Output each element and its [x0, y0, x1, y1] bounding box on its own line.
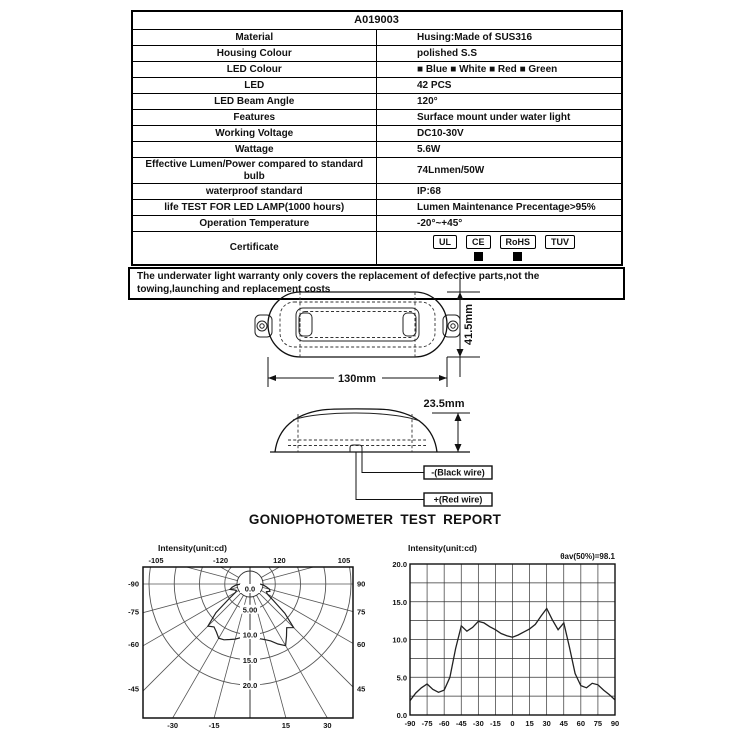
- svg-text:-120: -120: [213, 556, 229, 565]
- svg-text:30: 30: [323, 721, 332, 730]
- svg-text:0.0: 0.0: [244, 584, 256, 594]
- svg-text:-60: -60: [438, 719, 450, 728]
- svg-text:-15: -15: [489, 719, 501, 728]
- certificate-badge-ul: [433, 235, 457, 261]
- spec-label: Housing Colour: [132, 46, 377, 62]
- spec-row: [132, 62, 622, 78]
- svg-text:Intensity(unit:cd): Intensity(unit:cd): [158, 543, 227, 553]
- spec-value: Surface mount under water light: [377, 110, 622, 126]
- spec-label: life TEST FOR LED LAMP(1000 hours): [132, 200, 377, 216]
- svg-text:-105: -105: [148, 556, 164, 565]
- certificate-badge-rohs: [500, 235, 537, 261]
- report-title: GONIOPHOTOMETER TEST REPORT: [248, 512, 502, 527]
- svg-text:30: 30: [542, 719, 551, 728]
- spec-value: -20°~+45°: [377, 216, 622, 232]
- spec-row: [132, 216, 622, 232]
- checked-square-icon: [474, 252, 483, 261]
- spec-value: 74Lnmen/50W: [377, 158, 622, 184]
- goniophotometer-polar-chart: [100, 540, 395, 740]
- spec-row: [132, 158, 622, 184]
- spec-label: Wattage: [132, 142, 377, 158]
- spec-value: 42 PCS: [377, 78, 622, 94]
- spec-row: [132, 184, 622, 200]
- spec-row: [132, 110, 622, 126]
- svg-text:75: 75: [593, 719, 603, 728]
- spec-row: [132, 30, 622, 46]
- spec-table: [131, 10, 623, 266]
- spec-sheet: [128, 10, 625, 300]
- svg-text:120: 120: [273, 556, 286, 565]
- spec-row: [132, 78, 622, 94]
- svg-text:105: 105: [337, 556, 351, 565]
- gasket-outline: [280, 302, 435, 347]
- wire-gland: [350, 445, 362, 452]
- depth-dimension-label: 23.5mm: [423, 398, 465, 410]
- svg-text:-90: -90: [404, 719, 416, 728]
- svg-text:60: 60: [576, 719, 586, 728]
- svg-text:90: 90: [357, 579, 366, 589]
- spec-row: [132, 200, 622, 216]
- svg-text:5.00: 5.00: [242, 605, 258, 615]
- svg-text:-15: -15: [208, 721, 220, 730]
- svg-text:10.0: 10.0: [392, 635, 407, 645]
- badge-spacer: [441, 252, 450, 261]
- warranty-note: The underwater light warranty only covers the replacement of defective parts,not the towing,launching and replacement costs: [128, 267, 625, 300]
- svg-text:45: 45: [357, 684, 366, 694]
- svg-text:15.0: 15.0: [242, 655, 258, 665]
- svg-text:Intensity(unit:cd): Intensity(unit:cd): [408, 543, 477, 553]
- checked-square-icon: [513, 252, 522, 261]
- svg-text:-90: -90: [128, 579, 139, 589]
- svg-text:15: 15: [281, 721, 291, 730]
- svg-text:θav(50%)=98.1: θav(50%)=98.1: [560, 552, 615, 561]
- product-dimension-drawings: [150, 268, 600, 518]
- svg-text:-30: -30: [472, 719, 484, 728]
- svg-text:90: 90: [610, 719, 620, 728]
- svg-text:5.0: 5.0: [396, 673, 407, 683]
- spec-value: Husing:Made of SUS316: [377, 30, 622, 46]
- right-screw-hole-icon: [448, 321, 458, 331]
- height-dimension-label: 41.5mm: [463, 304, 475, 345]
- spec-label: LED Colour: [132, 62, 377, 78]
- certificate-row: [132, 232, 622, 266]
- black-wire-label: -(Black wire): [431, 467, 485, 478]
- spec-label: Operation Temperature: [132, 216, 377, 232]
- svg-text:75: 75: [357, 607, 366, 617]
- spec-label: waterproof standard: [132, 184, 377, 200]
- svg-text:20.0: 20.0: [242, 681, 258, 690]
- spec-value: DC10-30V: [377, 126, 622, 142]
- badge-box: RoHS: [500, 235, 537, 249]
- red-wire-label: +(Red wire): [433, 494, 483, 505]
- certificate-badge-ce: [466, 235, 491, 261]
- spec-label: Effective Lumen/Power compared to standard bulb: [132, 158, 377, 184]
- badge-box: CE: [466, 235, 491, 249]
- svg-text:-45: -45: [455, 719, 467, 728]
- lens-outline: [296, 308, 419, 341]
- spec-value: IP:68: [377, 184, 622, 200]
- spec-value: ■ Blue ■ White ■ Red ■ Green: [377, 62, 622, 78]
- spec-value: Lumen Maintenance Precentage>95%: [377, 200, 622, 216]
- svg-text:-75: -75: [421, 719, 433, 728]
- svg-text:-30: -30: [167, 721, 179, 730]
- width-dimension-label: 130mm: [338, 373, 376, 385]
- svg-text:0: 0: [510, 719, 515, 728]
- spec-row: [132, 126, 622, 142]
- svg-text:0.0: 0.0: [396, 711, 407, 720]
- spec-label: Features: [132, 110, 377, 126]
- spec-label: LED: [132, 78, 377, 94]
- spec-row: [132, 46, 622, 62]
- spec-label: Certificate: [132, 232, 377, 266]
- svg-text:45: 45: [559, 719, 568, 728]
- spec-header-row: [132, 11, 622, 30]
- svg-text:10.0: 10.0: [242, 630, 258, 640]
- spec-row: [132, 142, 622, 158]
- spec-row: [132, 94, 622, 110]
- top-view-drawing: [255, 272, 480, 387]
- spec-value: 120°: [377, 94, 622, 110]
- intensity-distribution-chart: [386, 540, 648, 740]
- model-number: A019003: [132, 11, 622, 30]
- badge-box: UL: [433, 235, 457, 249]
- left-screw-hole-icon: [257, 321, 267, 331]
- certificate-badges: [377, 232, 622, 266]
- svg-text:15: 15: [525, 719, 534, 728]
- badge-spacer: [556, 252, 565, 261]
- spec-value: polished S.S: [377, 46, 622, 62]
- spec-label: Material: [132, 30, 377, 46]
- spec-value: 5.6W: [377, 142, 622, 158]
- spec-label: LED Beam Angle: [132, 94, 377, 110]
- svg-text:-75: -75: [128, 607, 139, 617]
- badge-box: TUV: [545, 235, 575, 249]
- side-view-drawing: [270, 398, 492, 506]
- svg-text:20.0: 20.0: [392, 560, 407, 569]
- svg-text:15.0: 15.0: [392, 597, 407, 607]
- certificate-badge-tuv: [545, 235, 575, 261]
- svg-text:-45: -45: [128, 684, 139, 694]
- svg-text:60: 60: [357, 640, 366, 650]
- svg-text:-60: -60: [128, 640, 139, 650]
- spec-label: Working Voltage: [132, 126, 377, 142]
